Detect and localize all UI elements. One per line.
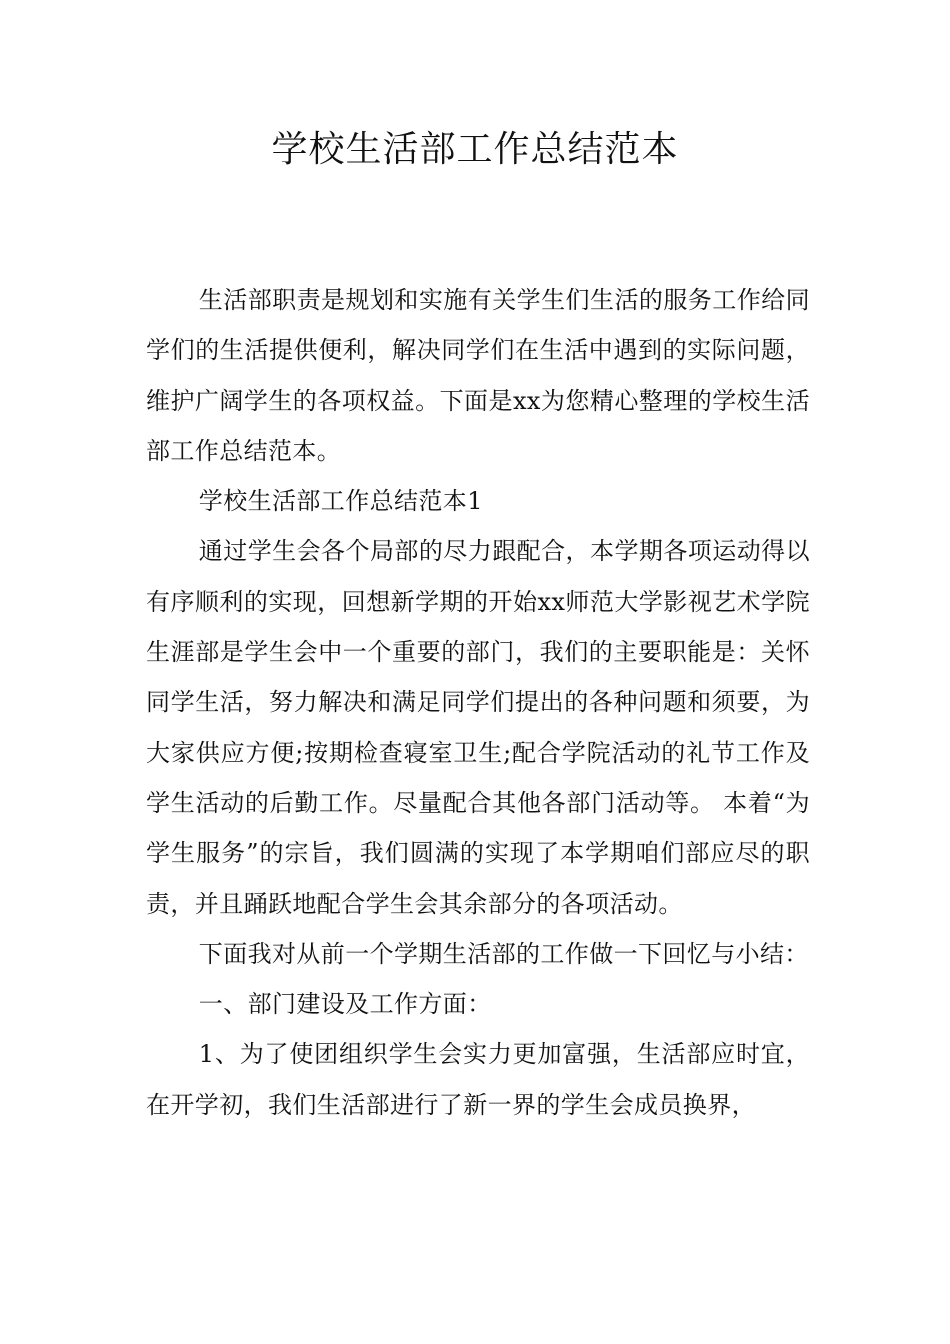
subsection-heading: 一、部门建设及工作方面： <box>198 990 492 1019</box>
body-paragraph: 下面我对从前一个学期生活部的工作做一下回忆与小结： <box>198 939 809 968</box>
document-title: 学校生活部工作总结范本 <box>271 129 679 170</box>
section-heading-1: 学校生活部工作总结范本1 <box>198 487 483 516</box>
document-body <box>146 275 810 1130</box>
body-paragraph: 1、为了使团组织学生会实力更加富强，生活部应时宜，在开学初，我们生活部进行了新一界的学生会成员换界， <box>146 1040 810 1119</box>
intro-paragraph: 生活部职责是规划和实施有关学生们生活的服务工作给同学们的生活提供便利，解决同学们在生活中遇到的实际问题，维护广阔学生的各项权益。下面是xx为您精心整理的学校生活部工作总结范本。 <box>146 286 810 465</box>
body-paragraph: 通过学生会各个局部的尽力跟配合，本学期各项运动得以有序顺利的实现，回想新学期的开始xx师范大学影视艺术学院生涯部是学生会中一个重要的部门，我们的主要职能是：关怀同学生活，努力解决和满足同学们提出的各种问题和须要，为大家供应方便;按期检查寝室卫生;配合学院活动的礼节工作及学生活动的后勤工作。尽量配合其他各部门活动等。 本着“为学生服务”的宗旨，我们圆满的实现了本学期咱们部应尽的职责，并且踊跃地配合学生会其余部分的各项活动。 <box>146 537 810 918</box>
